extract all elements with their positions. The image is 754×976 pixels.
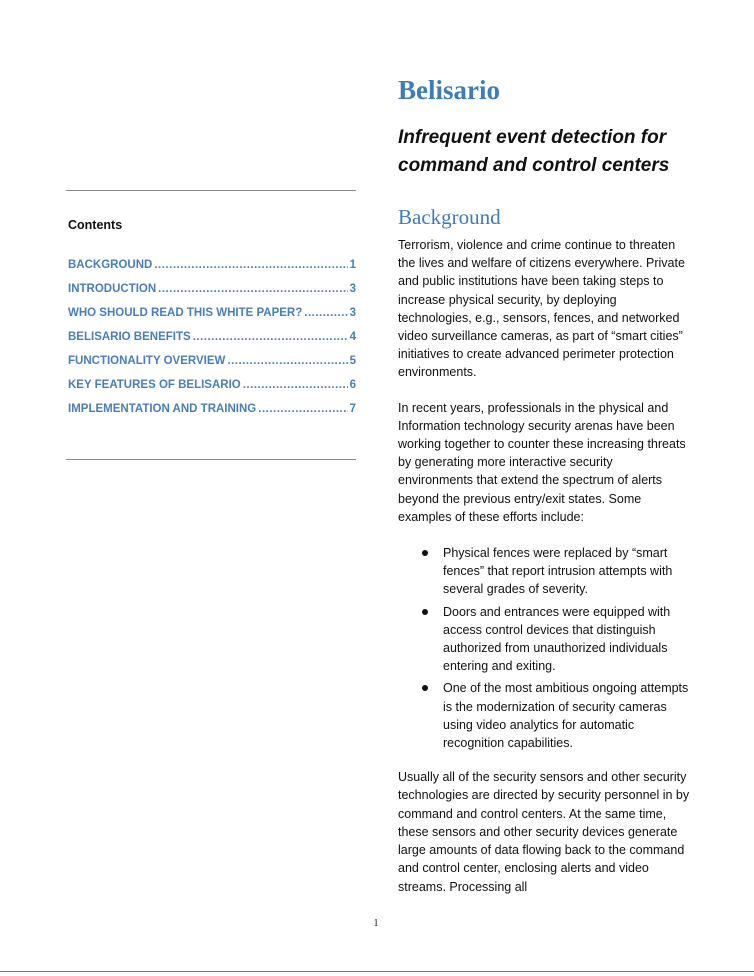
body-paragraph: Terrorism, violence and crime continue to threaten the lives and welfare of citizens everywhere. Private and public institutions have been taking steps to increase physical security, by deploying technologies, e.g., sensors, fences, and networked video surveillance cameras, as part of “smart cities” initiatives to create advanced perimeter protection environments.	[398, 238, 685, 380]
bullet-text: Physical fences were replaced by “smart fences” that report intrusion attempts with several grades of severity.	[443, 546, 673, 597]
toc-item-label: WHO SHOULD READ THIS WHITE PAPER?	[68, 307, 303, 319]
toc-item-who-should-read[interactable]	[66, 305, 356, 329]
bullet-text: One of the most ambitious ongoing attempts is the modernization of security cameras using video analytics for automatic recognition capabilities.	[443, 681, 689, 751]
toc-item-label: BACKGROUND	[68, 259, 153, 271]
table-of-contents	[66, 190, 356, 460]
toc-dot-leader	[227, 353, 347, 369]
bullet-icon	[422, 685, 428, 691]
toc-item-label: BELISARIO BENEFITS	[68, 331, 191, 343]
toc-item-page: 3	[349, 283, 356, 295]
toc-item-introduction[interactable]	[66, 281, 356, 305]
bullet-list	[398, 544, 690, 752]
toc-bottom-divider	[66, 459, 356, 460]
toc-item-page: 5	[349, 355, 356, 367]
toc-dot-leader	[158, 281, 347, 297]
bullet-item	[422, 603, 690, 676]
toc-item-page: 4	[349, 331, 356, 343]
bullet-item	[422, 544, 690, 599]
page-number-text: 1	[373, 918, 379, 929]
document-subtitle: Infrequent event detection for command and control centers	[398, 127, 670, 176]
toc-dot-leader	[154, 257, 347, 273]
toc-list	[66, 257, 356, 425]
bullet-icon	[422, 609, 428, 615]
bullet-icon	[422, 550, 428, 556]
toc-item-background[interactable]	[66, 257, 356, 281]
toc-item-key-features[interactable]	[66, 377, 356, 401]
toc-item-functionality-overview[interactable]	[66, 353, 356, 377]
toc-item-page: 7	[349, 403, 356, 415]
toc-dot-leader	[258, 401, 347, 417]
body-paragraph: In recent years, professionals in the physical and Information technology security arenas have been working together to counter these increasing threats by generating more interactive security environments that extend the spectrum of alerts beyond the previous entry/exit states. Some examples of these efforts include:	[398, 400, 686, 524]
toc-item-page: 3	[349, 307, 356, 319]
section-heading-background: Background	[398, 205, 501, 229]
document-title: Belisario	[398, 75, 500, 105]
toc-dot-leader	[193, 329, 348, 345]
toc-item-page: 6	[349, 379, 356, 391]
toc-dot-leader	[243, 377, 348, 393]
body-paragraph: Usually all of the security sensors and other security technologies are directed by security personnel in by command and control centers. At the same time, these sensors and other security devices generate large amounts of data flowing back to the command and control center, enclosing alerts and video streams. Processing all	[398, 770, 690, 894]
page-bottom-edge	[0, 971, 754, 972]
toc-item-label: INTRODUCTION	[68, 283, 157, 295]
toc-top-divider	[66, 190, 356, 191]
toc-heading: Contents	[68, 218, 123, 232]
toc-item-label: KEY FEATURES OF BELISARIO	[68, 379, 241, 391]
toc-item-label: IMPLEMENTATION AND TRAINING	[68, 403, 257, 415]
toc-item-implementation-training[interactable]	[66, 401, 356, 425]
toc-dot-leader	[304, 305, 347, 321]
toc-item-benefits[interactable]	[66, 329, 356, 353]
toc-item-label: FUNCTIONALITY OVERVIEW	[68, 355, 226, 367]
bullet-item	[422, 679, 690, 752]
toc-item-page: 1	[349, 259, 356, 271]
main-content	[398, 70, 690, 896]
page-number	[0, 918, 754, 929]
bullet-text: Doors and entrances were equipped with access control devices that distinguish authorized from unauthorized individuals entering and exiting.	[443, 604, 671, 674]
